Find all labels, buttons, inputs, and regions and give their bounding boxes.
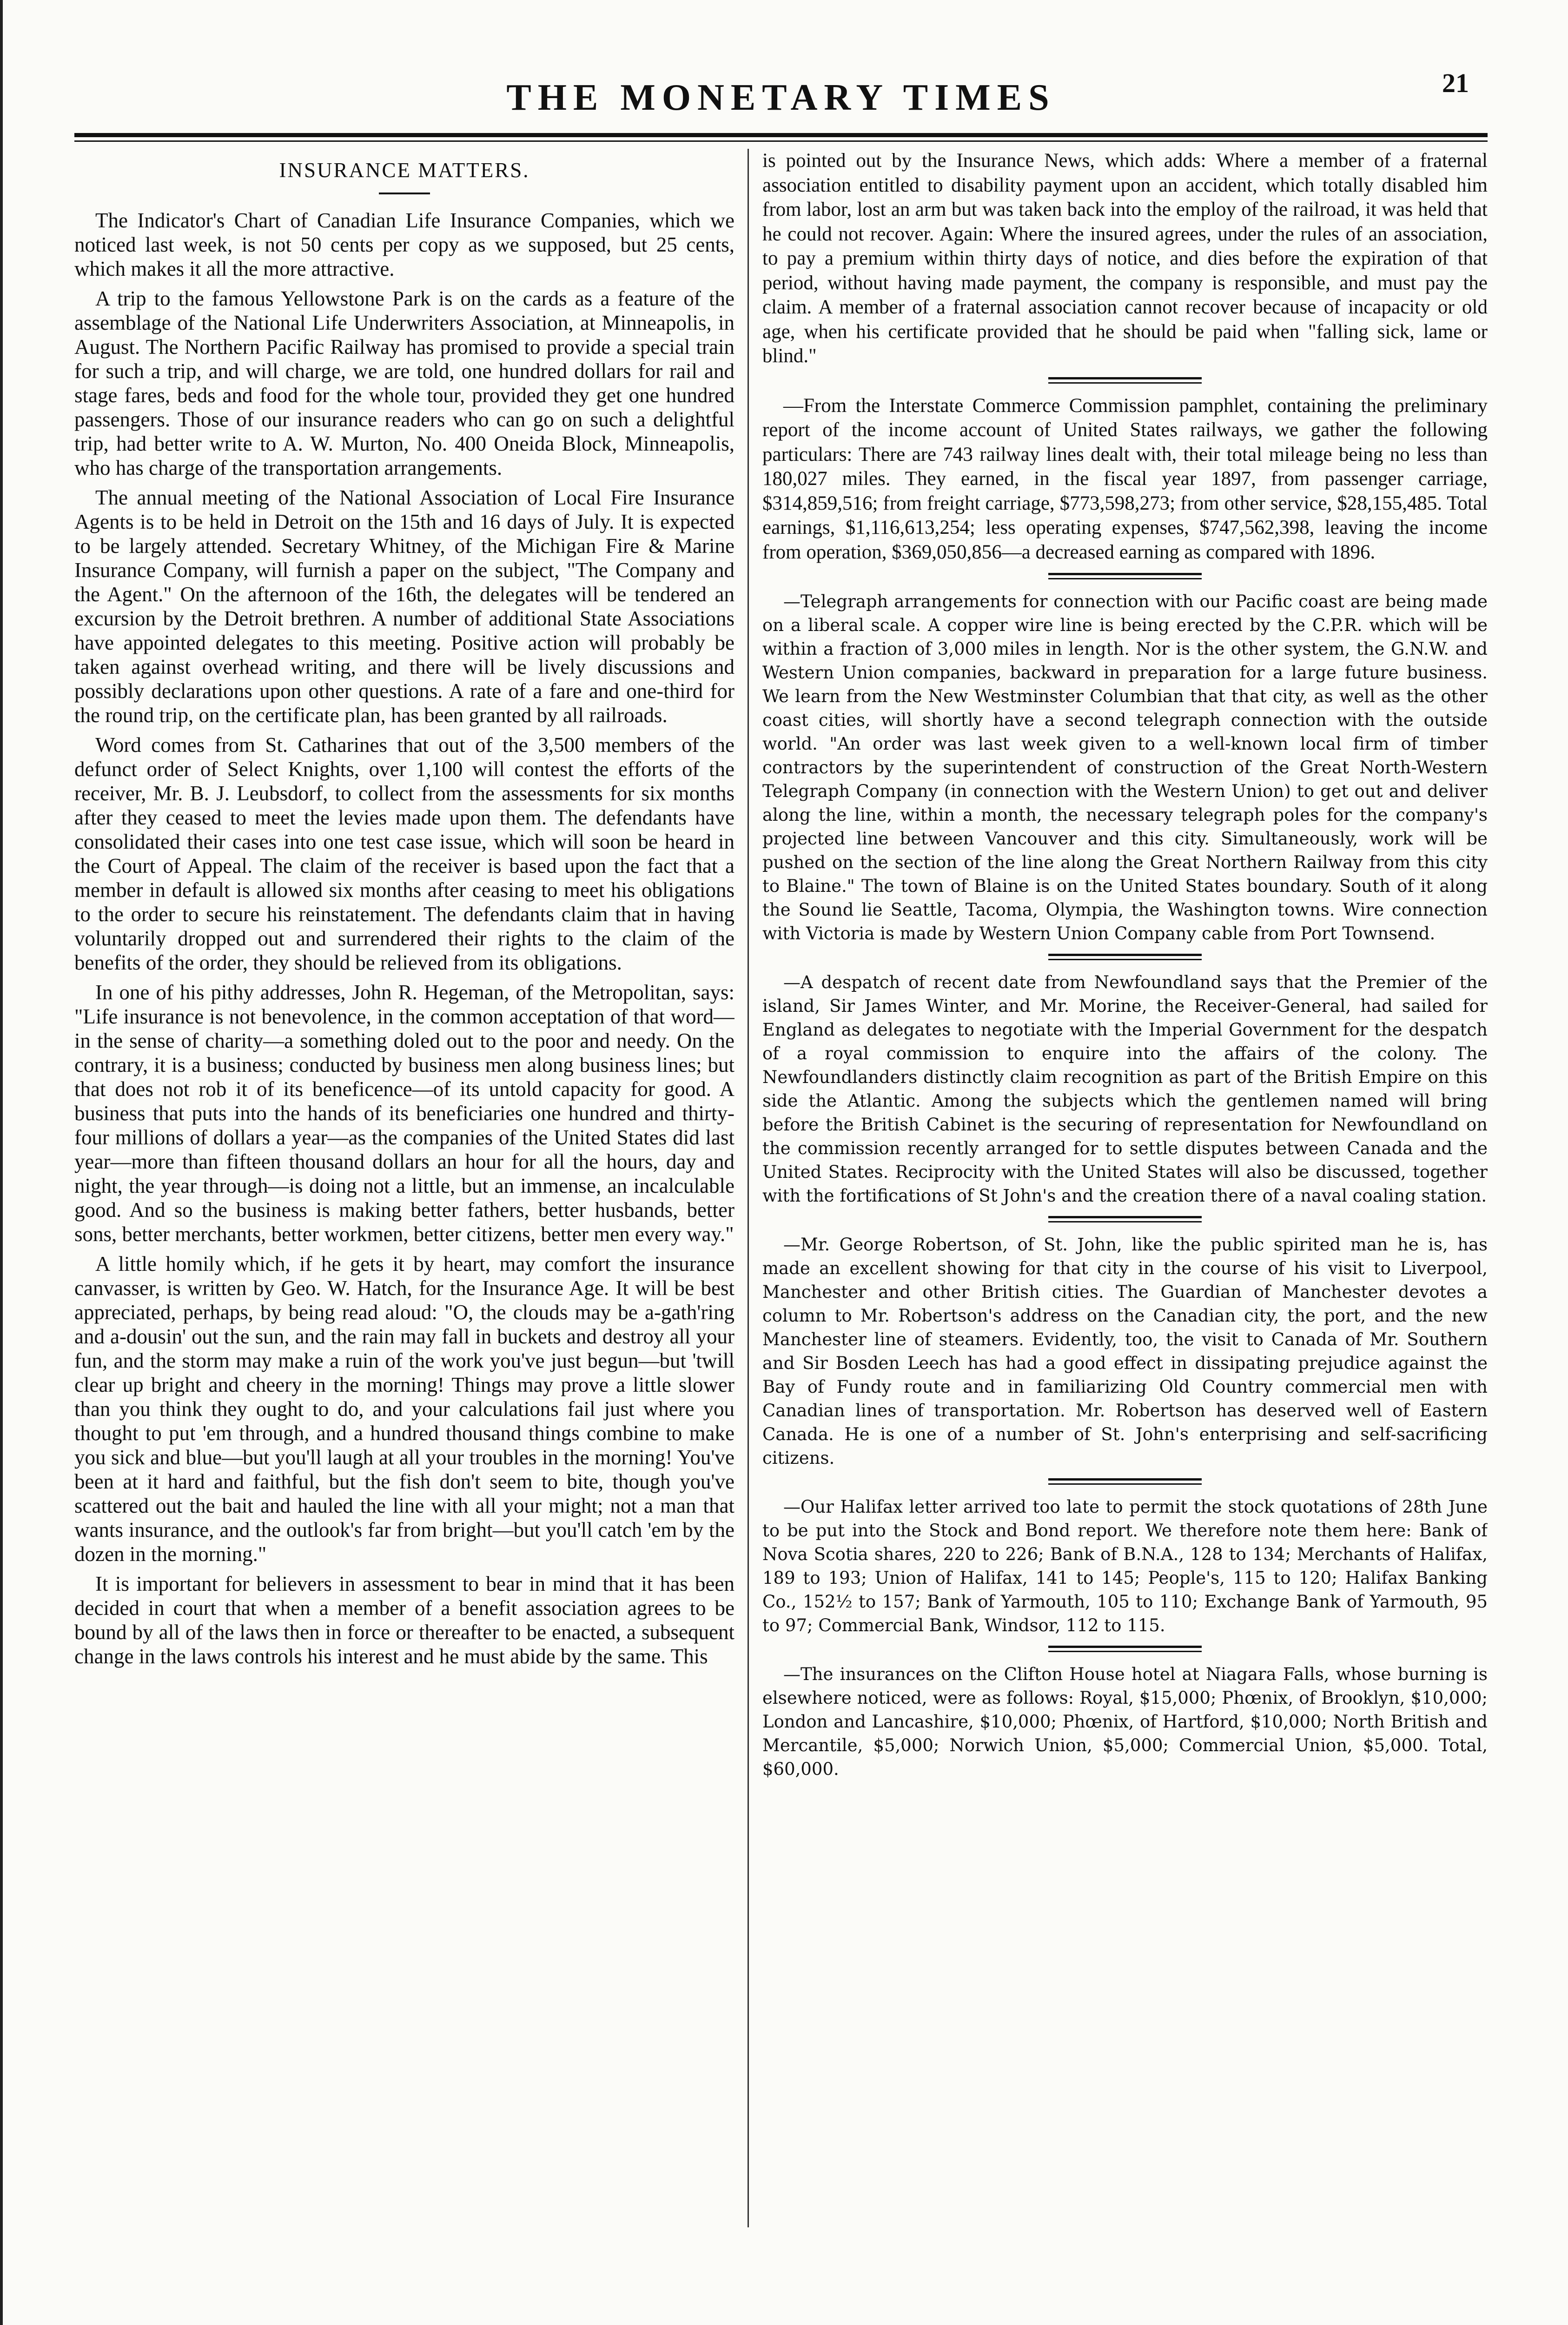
section-separator [1048, 1646, 1202, 1652]
heading-rule [379, 193, 430, 194]
continued-paragraph: is pointed out by the Insurance News, which adds: Where a member of a fraternal association entitled to disability payment upon an accident, which totally disabled him from labor, lost an arm but was taken back into the employ of the railroad, it was held that he could not recover. Again: Where the insured agrees, under the rules of an association, to pay a premium within thirty days of notice, and dies before the expiration of that period, without having made payment, the company is responsible, and must pay the claim. A member of a fraternal association cannot recover because of incapacity or old age, when his certificate provided that he should be paid when "falling sick, lame or blind." [762, 150, 1488, 367]
article-paragraph: It is important for believers in assessment to bear in mind that it has been decided in court that when a member of a benefit association agrees to be bound by all of the laws then in force or thereafter to be enacted, a subsequent change in the laws controls his interest and he must abide by the same. This [74, 1572, 734, 1668]
news-item-halifax-quotations: —Our Halifax letter arrived too late to permit the stock quotations of 28th June to be put into the Stock and Bond report. We therefore note them here: Bank of Nova Scotia shares, 220 to 226; Bank of B.N.A., 128 to 134; Merchants of Halifax, 189 to 193; Union of Halifax, 141 to 145; People's, 115 to 120; Halifax Banking Co., 152½ to 157; Bank of Yarmouth, 105 to 110; Exchange Bank of Yarmouth, 95 to 97; Commercial Bank, Windsor, 112 to 115. [762, 1497, 1488, 1635]
page-number: 21 [1442, 68, 1469, 98]
news-item-newfoundland: —A despatch of recent date from Newfoundland says that the Premier of the island, Sir James Winter, and Mr. Morine, the Receiver-General, had sailed for England as delegates to negotiate with the Imperial Government for the despatch of a royal commission to enquire into the affairs of the colony. The Newfoundlanders distinctly claim recognition as part of the British Empire on this side the Atlantic. Among the subjects which the gentlemen named will bring before the British Cabinet is the securing of representation for Newfoundland on the commission recently arranged for to settle disputes between Canada and the United States. Reciprocity with the United States will also be discussed, together with the fortifications of St John's and the creation there of a naval coaling station. [762, 972, 1488, 1206]
section-separator [1048, 1216, 1202, 1222]
news-item-railway-report: —From the Interstate Commerce Commission pamphlet, containing the preliminary report of the income account of United States railways, we gather the following particulars: There are 743 railway lines dealt with, their total mileage being no less than 180,027 miles. They earned, in the fiscal year 1897, from passenger carriage, $314,859,516; from freight carriage, $773,598,273; from other service, $28,155,485. Total earnings, $1,116,613,254; less operating expenses, $747,562,398, leaving the income from operation, $369,050,856—a decreased earning as compared with 1896. [762, 394, 1488, 563]
article-paragraph: The annual meeting of the National Association of Local Fire Insurance Agents is to be held in Detroit on the 15th and 16 days of July. It is expected to be largely attended. Secretary Whitney, of the Michigan Fire & Marine Insurance Company, will furnish a paper on the subject, "The Company and the Agent." On the afternoon of the 16th, the delegates will be tendered an excursion by the Detroit brethren. A number of additional State Associations have appointed delegates to this meeting. Positive action will probably be taken against overhead writing, and there will be lively discussions and possibly declarations upon other questions. A rate of a fare and one-third for the round trip, on the certificate plan, has been granted by all railroads. [74, 485, 734, 727]
page-binding-edge [0, 0, 3, 2325]
section-separator [1048, 573, 1202, 579]
left-column [74, 149, 734, 2223]
page-header [74, 70, 1488, 126]
article-paragraph: The Indicator's Chart of Canadian Life Insurance Companies, which we noticed last week, is not 50 cents per copy as we supposed, but 25 cents, which makes it all the more attractive. [74, 208, 734, 280]
header-rule-thick [74, 133, 1488, 137]
column-divider [748, 149, 749, 2227]
section-separator [1048, 954, 1202, 960]
news-item-robertson: —Mr. George Robertson, of St. John, like the public spirited man he is, has made an excellent showing for that city in the course of his visit to Liverpool, Manchester and other British cities. The Guardian of Manchester devotes a column to Mr. Robertson's address on the Canadian city, the port, and the new Manchester line of steamers. Evidently, too, the visit to Canada of Mr. Southern and Sir Bosden Leech has had a good effect in dissipating prejudice against the Bay of Fundy route and in familiarizing Old Country commercial men with Canadian lines of transportation. Mr. Robertson has deserved well of Eastern Canada. He is one of a number of St. John's enterprising and self-sacrificing citizens. [762, 1235, 1488, 1468]
masthead-title: THE MONETARY TIMES [506, 77, 1056, 118]
article-paragraph: In one of his pithy addresses, John R. Hegeman, of the Metropolitan, says: "Life insurance is not benevolence, in the common acceptation of that word—in the sense of charity—a something doled out to the poor and needy. On the contrary, it is a business; conducted by business men along business lines; but that does not rob it of its beneficence—of its untold capacity for good. A business that puts into the hands of its beneficiaries one hundred and thirty-four millions of dollars a year—as the companies of the United States did last year—more than fifteen thousand dollars an hour for all the hours, day and night, the year through—is doing not a little, but an immense, an incalculable good. And so the business is making better fathers, better husbands, better sons, better merchants, better workmen, better citizens, better men every way." [74, 980, 734, 1246]
article-paragraph: A trip to the famous Yellowstone Park is on the cards as a feature of the assemblage of the National Life Underwriters Association, at Minneapolis, in August. The Northern Pacific Railway has promised to provide a special train for such a trip, and will charge, we are told, one hundred dollars for rail and stage fares, beds and food for the whole tour, provided they get one hundred passengers. Those of our insurance readers who can go on such a delightful trip, had better write to A. W. Murton, No. 400 Oneida Block, Minneapolis, who has charge of the transportation arrangements. [74, 286, 734, 479]
header-rule-thin [74, 140, 1488, 142]
right-column [762, 149, 1488, 2223]
article-paragraph: A little homily which, if he gets it by heart, may comfort the insurance canvasser, is written by Geo. W. Hatch, for the Insurance Age. It will be best appreciated, perhaps, by being read aloud: "O, the clouds may be a-gath'ring and a-dousin' out the sun, and the rain may fall in buckets and destroy all your fun, and the storm may make a ruin of the work you've just begun—but 'twill clear up bright and cheery in the morning! Things may prove a little slower than you think they ought to do, and your calculations fail just where you thought to put 'em through, and a hundred thousand things combine to make you sick and blue—but you'll laugh at all your troubles in the morning! You've been at it hard and faithful, but the fish don't seem to bite, though you've scattered out the bait and hauled the line with all your might; not a man that wants insurance, and the outlook's far from bright—but you'll catch 'em by the dozen in the morning." [74, 1252, 734, 1566]
news-item-clifton-house: —The insurances on the Clifton House hotel at Niagara Falls, whose burning is elsewhere noticed, were as follows: Royal, $15,000; Phœnix, of Brooklyn, $10,000; London and Lancashire, $10,000; Phœnix, of Hartford, $10,000; North British and Mercantile, $5,000; Norwich Union, $5,000; Commercial Union, $5,000. Total, $60,000. [762, 1664, 1488, 1779]
section-heading: INSURANCE MATTERS. [279, 159, 530, 182]
article-paragraph: Word comes from St. Catharines that out of the 3,500 members of the defunct order of Select Knights, over 1,100 will contest the efforts of the receiver, Mr. B. J. Leubsdorf, to collect from the assessments for six months after they ceased to meet the levies made upon them. The defendants have consolidated their cases into one test case issue, which will soon be heard in the Court of Appeal. The claim of the receiver is based upon the fact that a member in default is allowed six months after ceasing to meet his obligations to the order to secure his reinstatement. The defendants claim that in having voluntarily dropped out and surrendered their rights to the claim of the benefits of the order, they should be relieved from its obligations. [74, 733, 734, 974]
section-separator [1048, 377, 1202, 384]
section-separator [1048, 1478, 1202, 1485]
news-item-telegraph: —Telegraph arrangements for connection with our Pacific coast are being made on a liberal scale. A copper wire line is being erected by the C.P.R. which will be within a fraction of 3,000 miles in length. Nor is the other system, the G.N.W. and Western Union companies, backward in preparation for a large future business. We learn from the New Westminster Columbian that that city, as well as the other coast cities, will shortly have a second telegraph connection with the outside world. "An order was last week given to a well-known local firm of timber contractors by the superintendent of construction of the Great North-Western Telegraph Company (in connection with the Western Union) to get out and deliver along the line, within a month, the necessary telegraph poles for the company's projected line between Vancouver and this city. Simultaneously, work will be pushed on the section of the line along the Great Northern Railway from this city to Blaine." The town of Blaine is on the United States boundary. South of it along the Sound lie Seattle, Tacoma, Olympia, the Washington towns. Wire connection with Victoria is made by Western Union Company cable from Port Townsend. [762, 591, 1488, 943]
